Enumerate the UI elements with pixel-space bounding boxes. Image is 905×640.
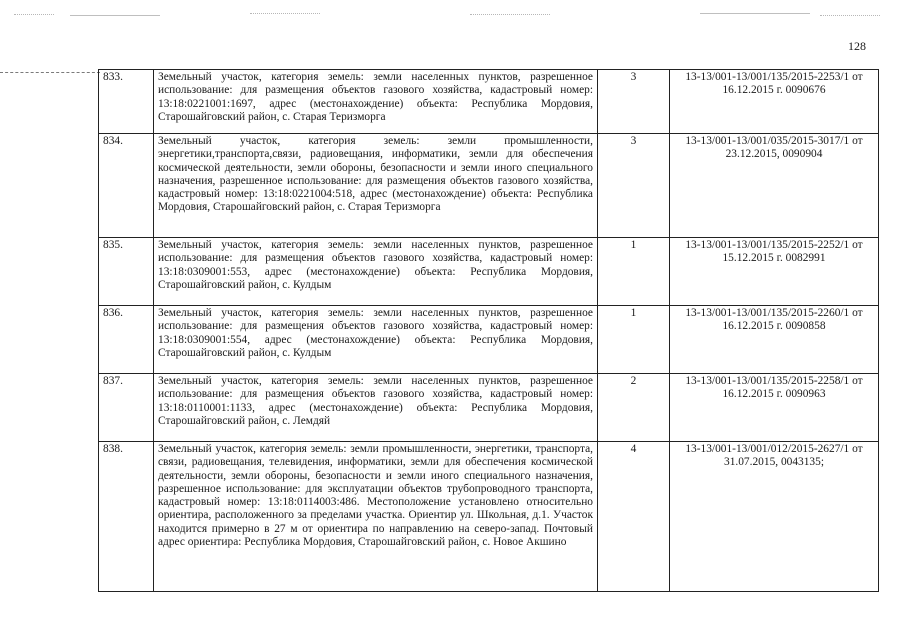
parcel-description: Земельный участок, категория земель: земли промышленности, энергетики,транспорта,связи, радиовещания, информатики, земли для обеспечения космической деятельности, земли обороны, безопасности и земли иного специального назначения, разрешенное использование: для размещения объектов газового хозяйства, кадастровый номер: 13:18:0221004:518, адрес (местонахождение) объекта: Республика Мордовия, Старошайговский район, с. Старая Теризморга <box>154 134 598 238</box>
registration-record: 13-13/001-13/001/135/2015-2252/1 от 15.12.2015 г. 0082991 <box>670 238 879 306</box>
parcel-quantity: 1 <box>598 306 670 374</box>
parcel-description: Земельный участок, категория земель: земли населенных пунктов, разрешенное использование: для размещения объектов газового хозяйства, кадастровый номер: 13:18:0221001:1697, адрес (местонахождение) объекта: Республика Мордовия, Старошайговский район, с. Старая Теризморга <box>154 70 598 134</box>
registration-record: 13-13/001-13/001/135/2015-2258/1 от 16.12.2015 г. 0090963 <box>670 374 879 442</box>
table-row <box>99 134 879 238</box>
table-row <box>99 70 879 134</box>
row-number: 833. <box>99 70 154 134</box>
table-row <box>99 374 879 442</box>
row-number: 834. <box>99 134 154 238</box>
registration-record: 13-13/001-13/001/035/2015-3017/1 от 23.12.2015, 0090904 <box>670 134 879 238</box>
parcel-quantity: 3 <box>598 134 670 238</box>
row-number: 835. <box>99 238 154 306</box>
parcel-description: Земельный участок, категория земель: земли промышленности, энергетики, транспорта, связи, радиовещания, телевидения, информатики, земли для обеспечения космической деятельности, земли обороны, безопасности и земли иного специального назначения, разрешенное использование: для эксплуатации объектов трубопроводного транспорта, кадастровый номер: 13:18:0114003:486. Местоположение установлено относительно ориентира, расположенного за пределами участка. Ориентир ул. Школьная, д.1. Участок находится примерно в 27 м от ориентира по направлению на северо-запад. Почтовый адрес ориентира: Республика Мордовия, Старошайговский район, с. Новое Акшино <box>154 442 598 592</box>
parcel-description: Земельный участок, категория земель: земли населенных пунктов, разрешенное использование: для размещения объектов газового хозяйства, кадастровый номер: 13:18:0309001:553, адрес (местонахождение) объекта: Республика Мордовия, Старошайговский район, с. Кулдым <box>154 238 598 306</box>
parcel-quantity: 1 <box>598 238 670 306</box>
scan-artifact <box>700 13 810 14</box>
parcel-quantity: 4 <box>598 442 670 592</box>
land-registry-table <box>98 69 879 592</box>
parcel-description: Земельный участок, категория земель: земли населенных пунктов, разрешенное использование: для размещения объектов газового хозяйства, кадастровый номер: 13:18:0309001:554, адрес (местонахождение) объекта: Республика Мордовия, Старошайговский район, с. Кулдым <box>154 306 598 374</box>
registration-record: 13-13/001-13/001/135/2015-2253/1 от 16.12.2015 г. 0090676 <box>670 70 879 134</box>
table-row <box>99 306 879 374</box>
parcel-quantity: 3 <box>598 70 670 134</box>
scan-artifact <box>820 15 880 17</box>
registration-record: 13-13/001-13/001/135/2015-2260/1 от 16.12.2015 г. 0090858 <box>670 306 879 374</box>
scan-artifact <box>470 14 550 16</box>
scan-artifact <box>250 13 320 15</box>
row-number: 837. <box>99 374 154 442</box>
parcel-quantity: 2 <box>598 374 670 442</box>
table-row <box>99 238 879 306</box>
scan-artifact <box>14 14 54 16</box>
table-body <box>99 70 879 592</box>
row-number: 836. <box>99 306 154 374</box>
parcel-description: Земельный участок, категория земель: земли населенных пунктов, разрешенное использование: для размещения объектов газового хозяйства, кадастровый номер: 13:18:0110001:1133, адрес (местонахождение) объекта: Республика Мордовия, Старошайговский район, с. Лемдяй <box>154 374 598 442</box>
margin-rule <box>0 72 100 73</box>
row-number: 838. <box>99 442 154 592</box>
page-number: 128 <box>848 39 866 53</box>
scan-artifact <box>70 15 160 16</box>
registration-record: 13-13/001-13/001/012/2015-2627/1 от 31.07.2015, 0043135; <box>670 442 879 592</box>
table-row <box>99 442 879 592</box>
